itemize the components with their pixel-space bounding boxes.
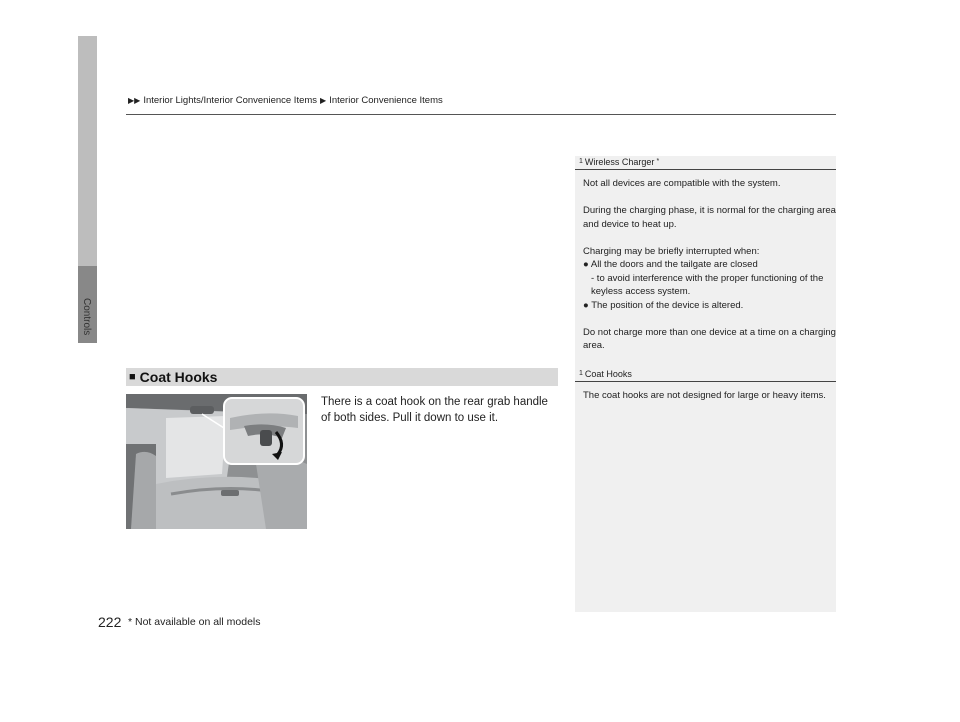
breadcrumb [128, 95, 443, 106]
section-heading [126, 368, 558, 386]
availability-mark: * [656, 158, 660, 165]
note-bullet: ● All the doors and the tailgate are closed [583, 259, 758, 270]
section-body-text: There is a coat hook on the rear grab handle of both sides. Pull it down to use it. [321, 396, 548, 424]
side-tab-label: Controls [81, 298, 92, 336]
note-body [575, 170, 836, 353]
note-paragraph: Not all devices are compatible with the system. [583, 178, 781, 189]
breadcrumb-arrow-icon: ▶▶ [128, 96, 141, 105]
coat-hook-illustration [126, 394, 307, 529]
note-bullet: ● The position of the device is altered. [583, 299, 744, 311]
breadcrumb-item-2[interactable]: Interior Convenience Items [329, 95, 443, 106]
breadcrumb-item-1[interactable]: Interior Lights/Interior Convenience Items [143, 95, 318, 106]
reference-icon: 1 [579, 370, 583, 377]
section-square-icon: ■ [129, 371, 136, 383]
note-title [575, 368, 836, 380]
note-paragraph: Charging may be briefly interrupted when: [583, 245, 760, 257]
page-number: 222 [98, 614, 122, 630]
note-bullet-sub: - to avoid interference with the proper functioning of the keyless access system. [591, 272, 824, 297]
note-paragraph: Do not charge more than one device at a time on a charging area. [583, 326, 836, 351]
side-tab [78, 36, 97, 266]
section-heading-text: Coat Hooks [139, 369, 218, 385]
footnote: * Not available on all models [128, 616, 261, 628]
reference-icon: 1 [579, 158, 583, 165]
note-paragraph: The coat hooks are not designed for large or heavy items. [583, 390, 826, 401]
note-coat-hooks [575, 368, 836, 416]
note-body [575, 382, 836, 403]
note-title [575, 156, 836, 168]
header-rule [126, 114, 836, 115]
coat-hook-photo [126, 394, 307, 529]
note-title-text: Coat Hooks [584, 369, 632, 379]
note-title-text: Wireless Charger [584, 157, 655, 167]
note-wireless-charger [575, 156, 836, 366]
breadcrumb-arrow-icon: ▶ [320, 96, 327, 105]
note-paragraph: During the charging phase, it is normal for the charging area and device to heat up. [583, 205, 836, 230]
